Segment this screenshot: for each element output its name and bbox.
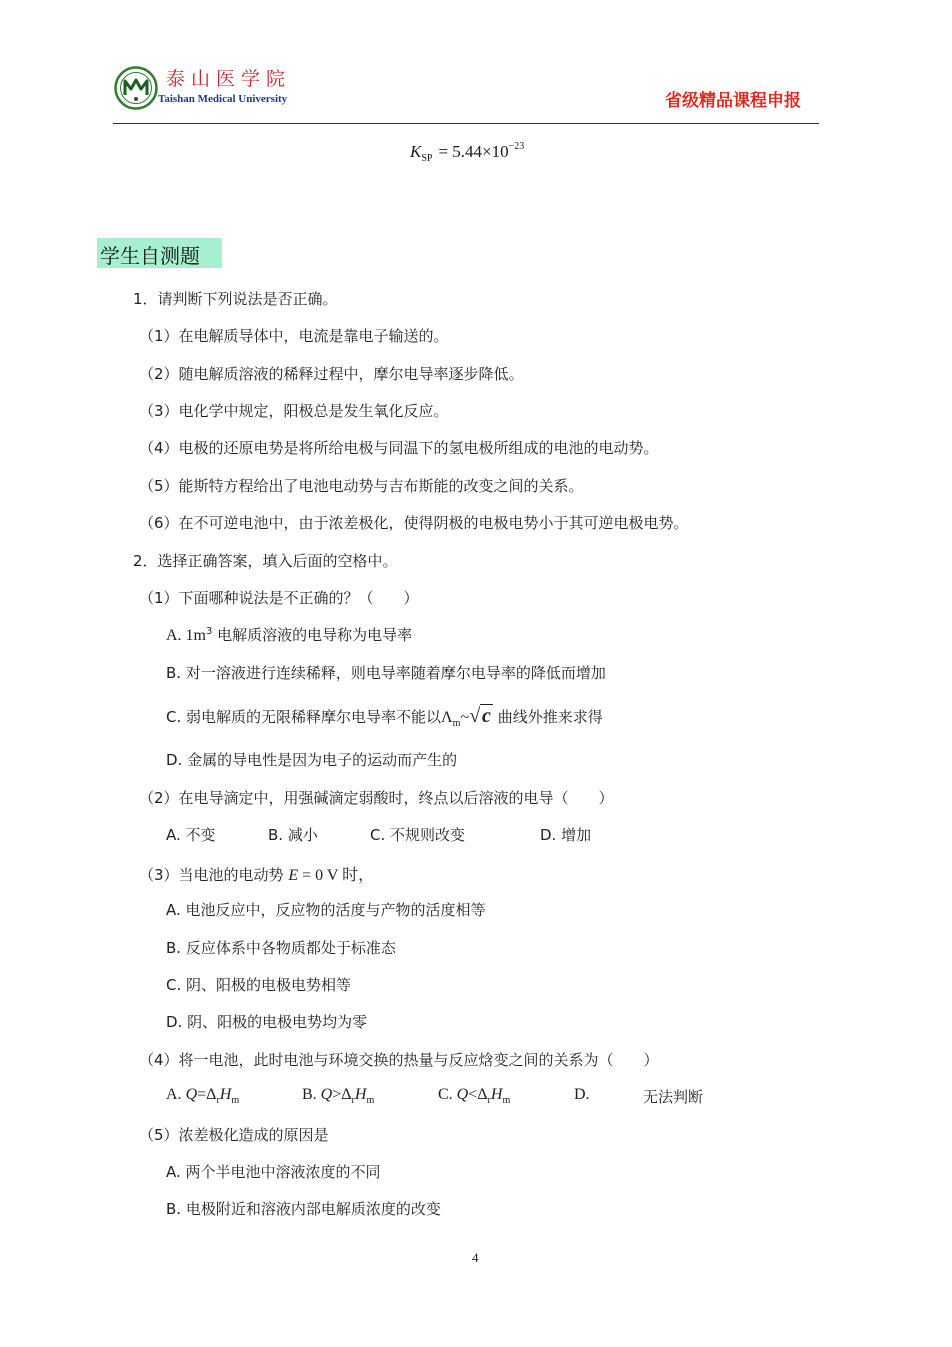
brand-chinese-name: 泰山医学院 [166, 68, 292, 90]
formula-symbol: K [410, 142, 422, 161]
q2-2-option: D. 增加 [540, 826, 592, 844]
header-right-title: 省级精品课程申报 [665, 91, 801, 111]
q2-1-option-d: D. 金属的导电性是因为电子的运动而产生的 [166, 751, 458, 769]
q2-4-option-a: A. $Q=\Delta_rH_m$ [166, 1086, 240, 1107]
q1-item: （5）能斯特方程给出了电池电动势与吉布斯能的改变之间的关系。 [139, 477, 584, 495]
q1-item: （3）电化学中规定，阳极总是发生氧化反应。 [139, 402, 449, 420]
q2-5-stem: （5）浓差极化造成的原因是 [139, 1126, 329, 1144]
page-number: 4 [472, 1250, 479, 1265]
q2-2-stem: （2）在电导滴定中，用强碱滴定弱酸时，终点以后溶液的电导（ ） [139, 789, 614, 807]
q1-item: （6）在不可逆电池中，由于浓差极化，使得阴极的电极电势小于其可逆电极电势。 [139, 514, 689, 532]
q1-item: （2）随电解质溶液的稀释过程中，摩尔电导率逐步降低。 [139, 365, 524, 383]
section-title: 学生自测题 [100, 244, 200, 268]
q2-stem: 2．选择正确答案，填入后面的空格中。 [133, 552, 398, 570]
q2-1-option-a: A. $1m^3$ 电解质溶液的电导称为电导率 [166, 626, 413, 644]
q2-4-option-d-text: 无法判断 [643, 1088, 704, 1106]
header-divider [113, 123, 819, 124]
q1-stem: 1．请判断下列说法是否正确。 [133, 290, 338, 308]
section-heading [97, 238, 222, 268]
q2-4-option-c: C. $Q<\Delta_rH_m$ [438, 1086, 511, 1107]
q2-2-option: C. 不规则改变 [370, 826, 466, 844]
q1-item: （1）在电解质导体中，电流是靠电子输送的。 [139, 327, 449, 345]
q2-2-option: A. 不变 [166, 826, 216, 844]
university-logo [114, 66, 158, 110]
q2-1-option-b: B. 对一溶液进行连续稀释，则电导率随着摩尔电导率的降低而增加 [166, 664, 606, 682]
formula-exponent: −23 [508, 141, 525, 152]
q2-4-option-b: B. $Q>\Delta_rH_m$ [302, 1086, 375, 1107]
q2-1-stem: （1）下面哪种说法是不正确的？（ ） [139, 589, 419, 607]
q1-item: （4）电极的还原电势是将所给电极与同温下的氢电极所组成的电池的电动势。 [139, 439, 659, 457]
q2-4-option-d-label: D. [574, 1086, 590, 1103]
q2-3-option: D. 阴、阳极的电极电势均为零 [166, 1013, 368, 1031]
q2-5-option: A. 两个半电池中溶液浓度的不同 [166, 1163, 381, 1181]
q2-3-option: A. 电池反应中，反应物的活度与产物的活度相等 [166, 901, 486, 919]
brand-english-name: Taishan Medical University [158, 93, 288, 105]
sqrt-symbol: √ c [469, 705, 491, 727]
q2-3-option: C. 阴、阳极的电极电势相等 [166, 976, 352, 994]
formula-subscript: SP [421, 153, 433, 164]
q2-2-option: B. 减小 [268, 826, 318, 844]
q2-1-option-c: C. 弱电解质的无限稀释摩尔电导率不能以$\Lambda_m\sim√$ c 曲线外推来求得 [166, 705, 603, 729]
q2-5-option: B. 电极附近和溶液内部电解质浓度的改变 [166, 1200, 441, 1218]
formula-value: = 5.44×10 [438, 142, 509, 161]
q2-4-stem: （4）将一电池，此时电池与环境交换的热量与反应焓变之间的关系为（ ） [139, 1051, 659, 1069]
q2-3-stem: （3）当电池的电动势 E = 0 V 时， [139, 866, 375, 884]
ksp-formula [410, 142, 524, 162]
q2-3-option: B. 反应体系中各物质都处于标准态 [166, 939, 396, 957]
